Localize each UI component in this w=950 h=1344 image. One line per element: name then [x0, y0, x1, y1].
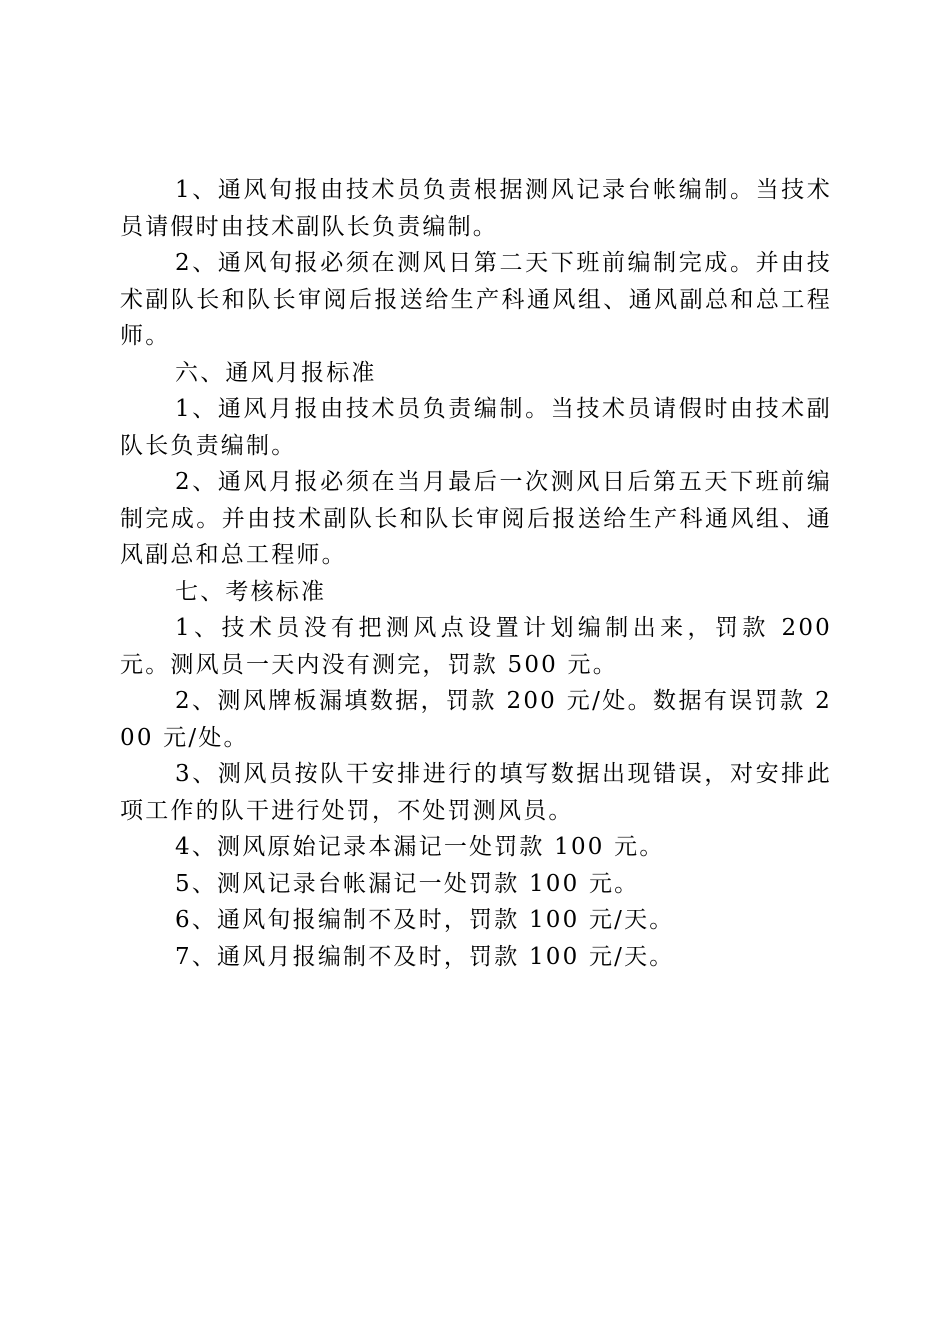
section-heading-monthly-report: 六、通风月报标准 [175, 359, 377, 386]
paragraph-penalty-4: 4、测风原始记录本漏记一处罚款 100 元。 [175, 834, 665, 860]
paragraph-penalty-3: 3、测风员按队干安排进行的填写数据出现错误，对安排此项工作的队干进行处罚，不处罚测风员。 [120, 761, 832, 824]
paragraph-monthly-report-deadline: 2、通风月报必须在当月最后一次测风日后第五天下班前编制完成。并由技术副队长和队长审阅后报送给生产科通风组、通风副总和总工程师。 [120, 469, 832, 568]
paragraph-penalty-6: 6、通风旬报编制不及时，罚款 100 元/天。 [175, 907, 675, 933]
document-body [120, 172, 832, 975]
paragraph-penalty-5: 5、测风记录台帐漏记一处罚款 100 元。 [175, 870, 640, 897]
paragraph-monthly-report-author: 1、通风月报由技术员负责编制。当技术员请假时由技术副队长负责编制。 [120, 396, 832, 459]
paragraph-penalty-1: 1、技术员没有把测风点设置计划编制出来，罚款 200 元。测风员一天内没有测完，罚款 500 元。 [120, 615, 832, 678]
paragraph-penalty-2: 2、测风牌板漏填数据，罚款 200 元/处。数据有误罚款 200 元/处。 [120, 688, 832, 751]
section-heading-assessment: 七、考核标准 [175, 578, 327, 605]
paragraph-ten-day-report-author: 1、通风旬报由技术员负责根据测风记录台帐编制。当技术员请假时由技术副队长负责编制。 [120, 177, 832, 240]
paragraph-ten-day-report-deadline: 2、通风旬报必须在测风日第二天下班前编制完成。并由技术副队长和队长审阅后报送给生产科通风组、通风副总和总工程师。 [120, 250, 832, 349]
paragraph-penalty-7: 7、通风月报编制不及时，罚款 100 元/天。 [175, 943, 675, 970]
